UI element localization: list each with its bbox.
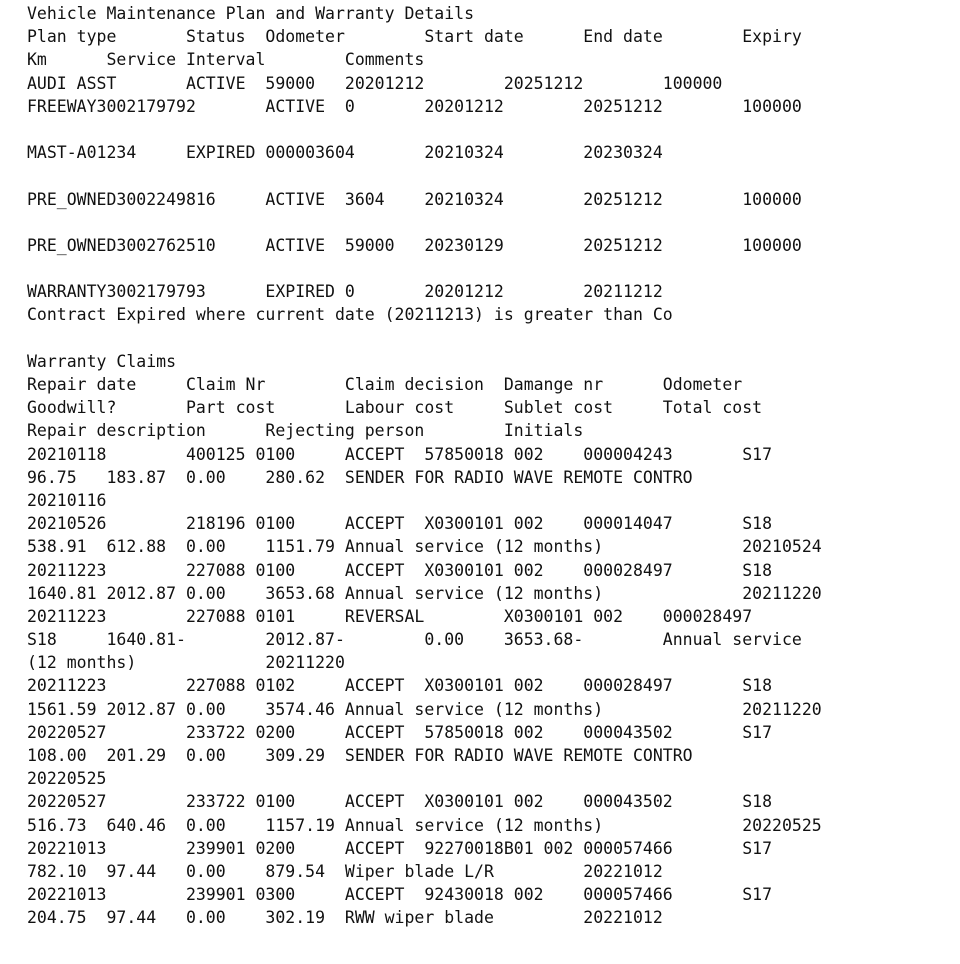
- report-line: [27, 327, 947, 350]
- report-line: 108.00 201.29 0.00 309.29 SENDER FOR RADIO WAVE REMOTE CONTRO: [27, 746, 693, 765]
- report-line: Km Service Interval Comments: [27, 50, 425, 70]
- report-line: 20210116: [27, 490, 107, 510]
- report-line: AUDI ASST ACTIVE 59000 20201212 20251212 100000: [27, 73, 723, 93]
- report-line: 538.91 612.88 0.00 1151.79 Annual service (12 months) 20210524: [27, 537, 822, 557]
- report-line: WARRANTY3002179793 EXPIRED 0 20201212 20211212: [27, 282, 663, 302]
- report-line: 1561.59 2012.87 0.00 3574.46 Annual service (12 months) 20211220: [27, 699, 822, 719]
- report-line: 20211223 227088 0100 ACCEPT X0300101 002 000028497 S18: [27, 560, 773, 580]
- report-line: S18 1640.81- 2012.87- 0.00 3653.68- Annual service: [27, 630, 802, 650]
- report-line: Plan type Status Odometer Start date End date Expiry: [27, 27, 802, 47]
- report-line: MAST-A01234 EXPIRED 000003604 20210324 20230324: [27, 143, 663, 163]
- report-line: Contract Expired where current date (20211213) is greater than Co: [27, 305, 673, 325]
- report-line: Repair description Rejecting person Initials: [27, 421, 584, 441]
- maintenance-warranty-report: [27, 2, 947, 930]
- report-line: 20221013 239901 0300 ACCEPT 92430018 002 000057466 S17: [27, 885, 773, 905]
- report-line: Vehicle Maintenance Plan and Warranty Details: [27, 4, 475, 23]
- report-line: 1640.81 2012.87 0.00 3653.68 Annual service (12 months) 20211220: [27, 583, 822, 603]
- report-line: 20210526 218196 0100 ACCEPT X0300101 002 000014047 S18: [27, 514, 773, 534]
- report-line: 20211223 227088 0102 ACCEPT X0300101 002 000028497 S18: [27, 676, 773, 696]
- report-line: Warranty Claims: [27, 351, 177, 371]
- report-line: [27, 257, 947, 280]
- report-line: 20220525: [27, 769, 107, 789]
- report-line: [27, 211, 947, 234]
- report-line: 20210118 400125 0100 ACCEPT 57850018 002 000004243 S17: [27, 444, 773, 464]
- report-line: 20211223 227088 0101 REVERSAL X0300101 002 000028497: [27, 606, 753, 626]
- report-line: 96.75 183.87 0.00 280.62 SENDER FOR RADIO WAVE REMOTE CONTRO: [27, 467, 693, 487]
- report-line: 204.75 97.44 0.00 302.19 RWW wiper blade 20221012: [27, 908, 663, 928]
- report-line: 20220527 233722 0200 ACCEPT 57850018 002 000043502 S17: [27, 722, 773, 742]
- report-line: 516.73 640.46 0.00 1157.19 Annual service (12 months) 20220525: [27, 815, 822, 835]
- report-line: (12 months) 20211220: [27, 653, 345, 673]
- report-line: PRE_OWNED3002249816 ACTIVE 3604 20210324 20251212 100000: [27, 189, 802, 209]
- report-line: 782.10 97.44 0.00 879.54 Wiper blade L/R 20221012: [27, 861, 663, 881]
- report-line: Repair date Claim Nr Claim decision Damange nr Odometer: [27, 375, 743, 394]
- report-line: 20220527 233722 0100 ACCEPT X0300101 002 000043502 S18: [27, 792, 773, 812]
- report-line: Goodwill? Part cost Labour cost Sublet cost Total cost: [27, 398, 763, 418]
- report-line: 20221013 239901 0200 ACCEPT 92270018B01 002 000057466 S17: [27, 838, 773, 858]
- report-line: [27, 118, 947, 141]
- report-line: FREEWAY3002179792 ACTIVE 0 20201212 20251212 100000: [27, 96, 802, 116]
- report-line: [27, 164, 947, 187]
- report-line: PRE_OWNED3002762510 ACTIVE 59000 20230129 20251212 100000: [27, 235, 802, 255]
